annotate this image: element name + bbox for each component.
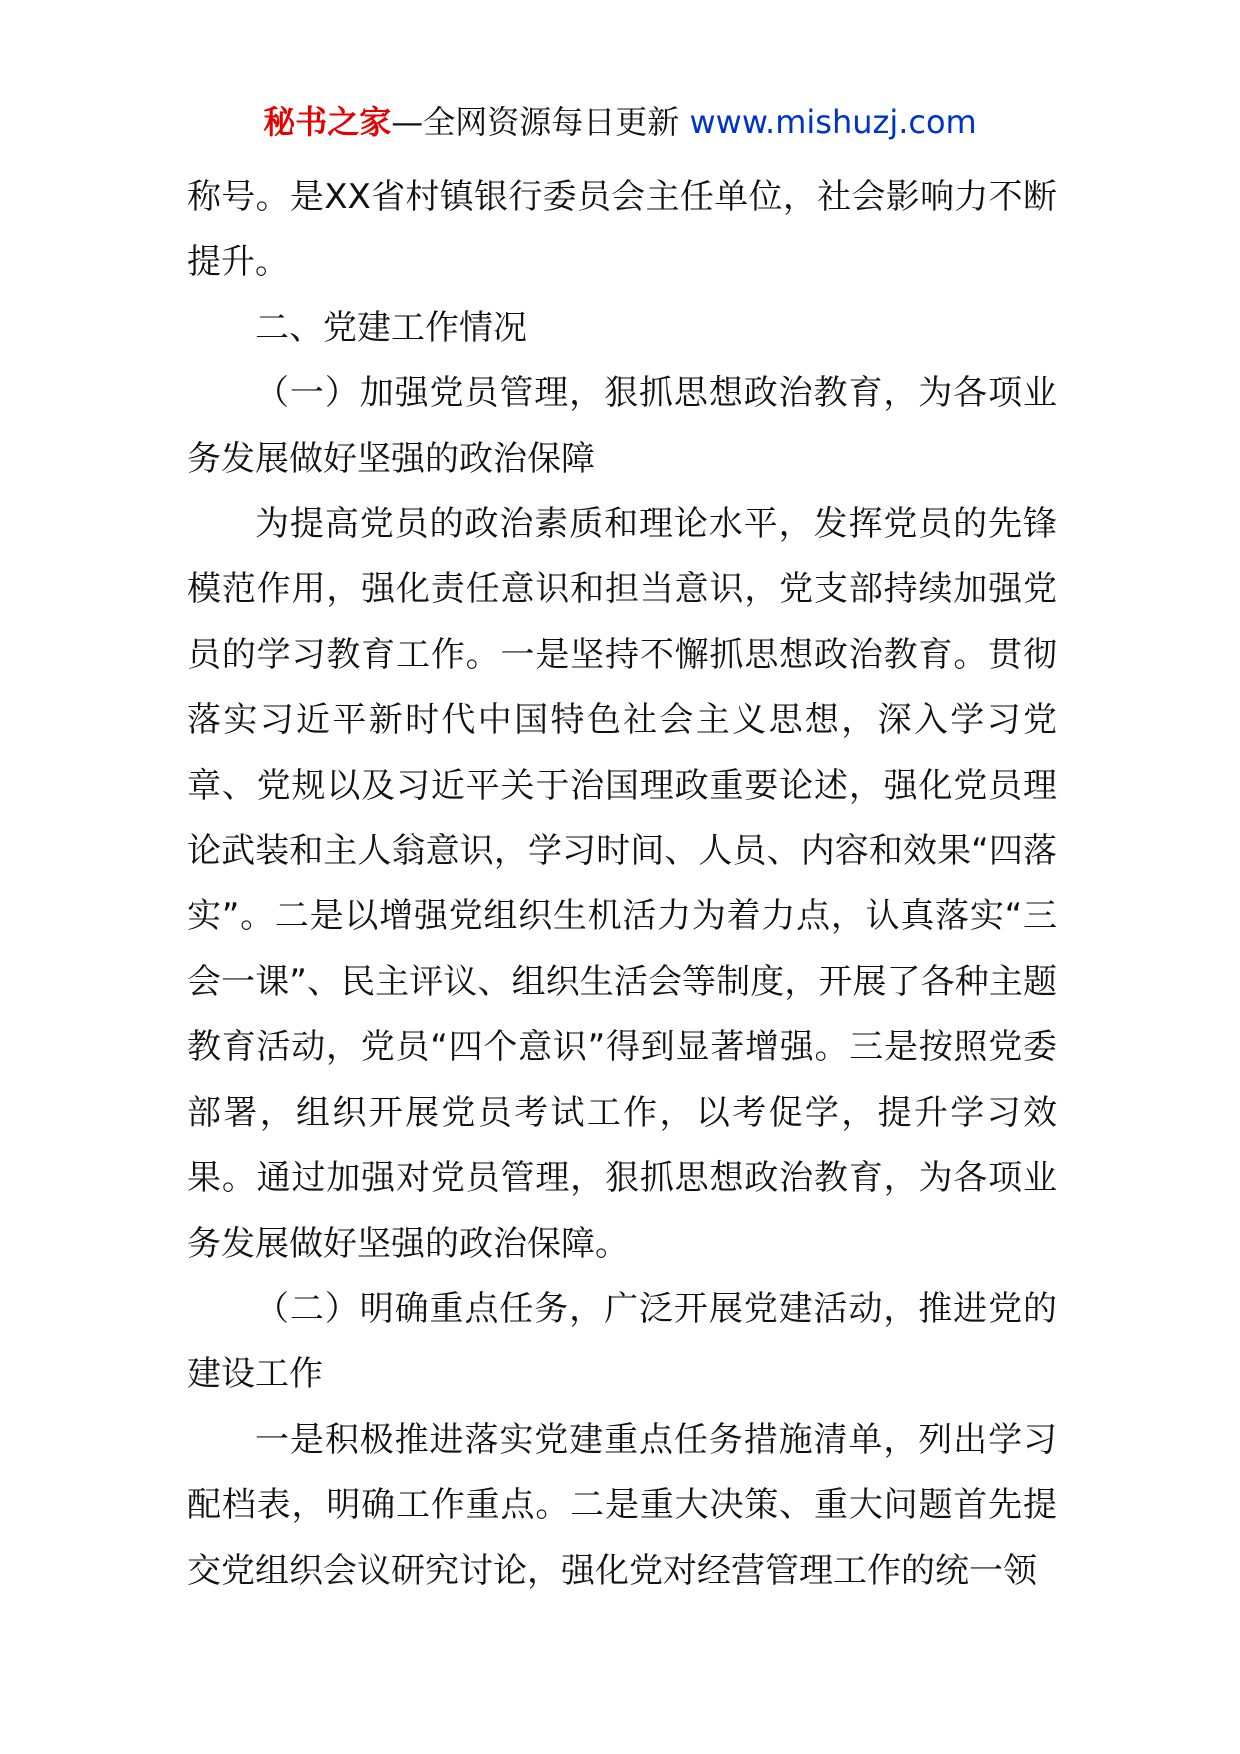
- header-tagline: —全网资源每日更新: [391, 103, 690, 141]
- brand-name: 秘书之家: [263, 103, 392, 141]
- subsection-heading: （一）加强党员管理，狠抓思想政治教育，为各项业务发展做好坚强的政治保障: [187, 373, 1057, 479]
- paragraph-continuation: 称号。是XX省村镇银行委员会主任单位，社会影响力不断提升。: [187, 177, 1057, 283]
- site-header-banner: [0, 100, 1240, 144]
- subsection-heading: （二）明确重点任务，广泛开展党建活动，推进党的建设工作: [187, 1288, 1057, 1395]
- paragraph: 一是积极推进落实党建重点任务措施清单，列出学习配档表，明确工作重点。二是重大决策、重大问题首先提交党组织会议研究讨论，强化党对经营管理工作的统一领: [187, 1419, 1057, 1591]
- document-body: [187, 165, 1057, 1604]
- paragraph: 为提高党员的政治素质和理论水平，发挥党员的先锋模范作用，强化责任意识和担当意识，党支部持续加强党员的学习教育工作。一是坚持不懈抓思想政治教育。贯彻落实习近平新时代中国特色社会主义思想，深入学习党章、党规以及习近平关于治国理政重要论述，强化党员理论武装和主人翁意识，学习时间、人员、内容和效果“四落实”。二是以增强党组织生机活力为着力点，认真落实“三会一课”、民主评议、组织生活会等制度，开展了各种主题教育活动，党员“四个意识”得到显著增强。三是按照党委部署，组织开展党员考试工作，以考促学，提升学习效果。通过加强对党员管理，狠抓思想政治教育，为各项业务发展做好坚强的政治保障。: [187, 504, 1057, 1264]
- site-url-link[interactable]: www.mishuzj.com: [689, 103, 977, 141]
- section-heading: 二、党建工作情况: [255, 307, 527, 348]
